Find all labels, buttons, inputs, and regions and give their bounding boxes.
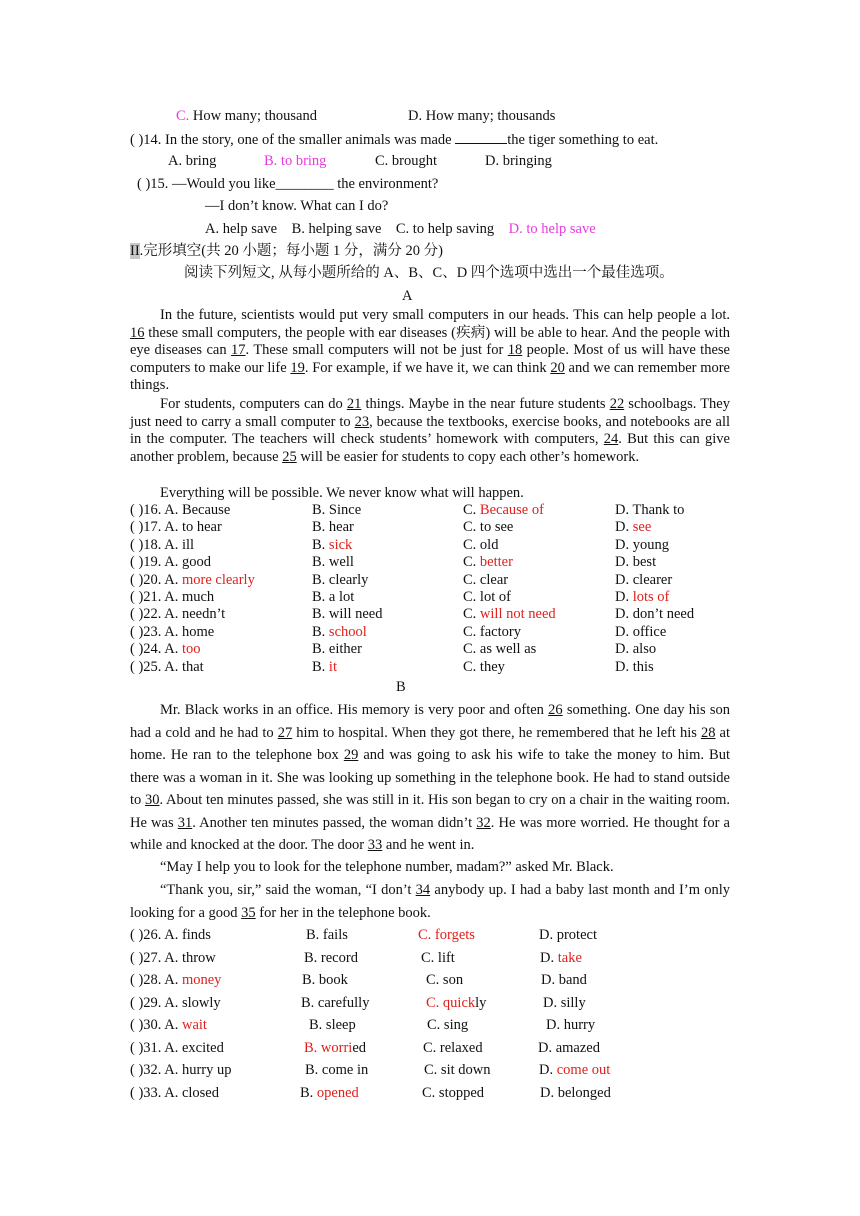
- passage-b-label: B: [396, 679, 406, 695]
- q13-option-c: C. How many; thousand: [176, 108, 317, 124]
- question-28-option-a: ( )28. A. money: [130, 972, 222, 988]
- question-28-option-d: D. band: [541, 972, 587, 988]
- question-27-option-d: D. take: [540, 949, 582, 966]
- q15-option-b: B. helping save: [291, 221, 382, 237]
- passage-b-paragraph-1: [130, 699, 730, 857]
- q15-option-c: C. to help saving: [395, 221, 495, 237]
- question-29-option-d: D. silly: [543, 994, 586, 1011]
- q14-stem: ( )14. In the story, one of the smaller animals was made the tiger something to eat.: [130, 132, 659, 148]
- question-31-option-b: B. worried: [304, 1039, 367, 1056]
- question-16-option-d: D. Thank to: [615, 502, 685, 518]
- passage-text: things. Maybe in the near future students: [361, 396, 610, 412]
- q15-stem: ( )15. —Would you like________ the environment?: [137, 176, 439, 192]
- passage-text: In the future, scientists would put very small computers in our heads. This can help people a lot.: [160, 307, 730, 323]
- question-32-option-d: D. come out: [539, 1062, 611, 1078]
- question-22-option-b: B. will need: [312, 606, 383, 623]
- passage-text: for her in the telephone book.: [255, 904, 431, 921]
- passage-text: people. Most of us will have these computers to make our life: [130, 342, 730, 376]
- question-17-option-a: ( )17. A. to hear: [130, 519, 222, 536]
- question-30-option-b: B. sleep: [309, 1017, 356, 1033]
- question-31-option-a: ( )31. A. excited: [130, 1039, 224, 1056]
- blank-number: 31: [177, 814, 193, 831]
- question-21-option-a: ( )21. A. much: [130, 589, 215, 605]
- blank-number: 20: [550, 359, 565, 376]
- question-27-option-b: B. record: [304, 949, 358, 966]
- question-29-option-a: ( )29. A. slowly: [130, 994, 221, 1011]
- q15-reply: —I don’t know. What can I do?: [205, 198, 389, 214]
- blank-number: 25: [282, 448, 297, 465]
- blank-number: 29: [343, 747, 359, 763]
- blank-number: 22: [609, 396, 625, 412]
- passage-text: and was going to ask his wife to take the money to him. But there was a woman in it. She was looking up something in the telephone book. He had to stand outside to: [130, 747, 731, 808]
- question-17-option-b: B. hear: [312, 519, 354, 536]
- question-24-option-b: B. either: [312, 641, 362, 658]
- passage-text: these small computers, the people with ear diseases (疾病) will be able to hear. And the people with eye diseases can: [130, 324, 730, 359]
- question-30-option-d: D. hurry: [546, 1017, 596, 1033]
- question-22-option-c: C. will not need: [463, 606, 556, 623]
- question-20-option-d: D. clearer: [615, 571, 673, 588]
- passage-b-paragraph-3: [130, 879, 730, 924]
- question-26-option-d: D. protect: [539, 927, 597, 943]
- question-24-option-c: C. as well as: [463, 641, 537, 658]
- passage-text: Mr. Black works in an office. His memory is very poor and often: [160, 702, 549, 718]
- passage-b-paragraph-2: “May I help you to look for the telephone number, madam?” asked Mr. Black.: [160, 859, 614, 875]
- question-20-option-c: C. clear: [463, 571, 509, 588]
- blank-number: 17: [231, 342, 246, 359]
- passage-text: schoolbags. They just need to carry a small computer to: [130, 396, 730, 430]
- passage-text: . But this can give another problem, because: [130, 431, 730, 465]
- question-25-option-a: ( )25. A. that: [130, 658, 204, 675]
- question-25-option-c: C. they: [463, 658, 505, 675]
- question-24-option-a: ( )24. A. too: [130, 641, 201, 658]
- question-24-option-d: D. also: [615, 641, 657, 658]
- blank-number: 21: [346, 396, 362, 412]
- blank-number: 26: [548, 702, 563, 718]
- passage-text: at home. He ran to the telephone box: [130, 724, 730, 763]
- passage-a-paragraph-1: [130, 307, 730, 395]
- question-33-option-b: B. opened: [300, 1084, 359, 1101]
- q15-options: [205, 220, 596, 238]
- passage-a-paragraph-3: Everything will be possible. We never know what will happen.: [160, 485, 524, 501]
- blank-number: 23: [354, 413, 370, 430]
- passage-text: “Thank you, sir,” said the woman, “I don’t: [160, 882, 416, 898]
- passage-text: anybody up. I had a baby last month and I’m only looking for a good: [130, 882, 730, 921]
- question-19-option-c: C. better: [463, 554, 513, 571]
- question-33-option-a: ( )33. A. closed: [130, 1084, 219, 1101]
- section-instruction: 阅读下列短文, 从每小题所给的 A、B、C、D 四个选项中选出一个最佳选项。: [184, 265, 674, 281]
- passage-text: For students, computers can do: [160, 396, 347, 412]
- question-26-option-a: ( )26. A. finds: [130, 927, 211, 943]
- passage-text: something. One day his son had a cold and he had to: [130, 702, 731, 741]
- question-16-option-b: B. Since: [312, 502, 362, 518]
- question-22-option-d: D. don’t need: [615, 606, 695, 623]
- question-28-option-b: B. book: [302, 972, 348, 988]
- question-18-option-d: D. young: [615, 536, 669, 553]
- question-19-option-a: ( )19. A. good: [130, 554, 211, 571]
- q14-option-a: A. bring: [168, 153, 217, 169]
- question-21-option-c: C. lot of: [463, 589, 511, 605]
- passage-text: . About ten minutes passed, she was still in it. His son began to cry on a chair in the waiting room. He was: [130, 792, 731, 831]
- q14-option-d: D. bringing: [485, 153, 552, 169]
- passage-text: will be easier for students to copy each other’s homework.: [296, 448, 640, 465]
- question-25-option-d: D. this: [615, 658, 654, 675]
- blank-number: 27: [277, 724, 293, 741]
- passage-text: , because the textbooks, exercise books, and notebooks are all in the computer. The teachers will check students’ homework with computers,: [130, 413, 731, 448]
- passage-text: . He was more worried. He thought for a while and knocked at the door. The door: [130, 814, 730, 853]
- question-22-option-a: ( )22. A. needn’t: [130, 606, 226, 623]
- question-30-option-c: C. sing: [427, 1017, 469, 1033]
- question-31-option-d: D. amazed: [538, 1039, 600, 1056]
- question-33-option-c: C. stopped: [422, 1084, 485, 1101]
- blank-number: 33: [367, 837, 383, 853]
- question-25-option-b: B. it: [312, 658, 337, 675]
- question-21-option-b: B. a lot: [312, 589, 355, 605]
- blank-number: 18: [507, 342, 523, 359]
- blank-number: 16: [130, 324, 145, 341]
- passage-text: . These small computers will not be just for: [245, 342, 508, 359]
- passage-text: him to hospital. When they got there, he remembered that he left his: [292, 724, 701, 741]
- question-23-option-c: C. factory: [463, 623, 521, 640]
- question-20-option-b: B. clearly: [312, 571, 369, 588]
- q15-option-d: D. to help save: [508, 221, 596, 237]
- question-30-option-a: ( )30. A. wait: [130, 1017, 207, 1033]
- blank-number: 19: [290, 359, 305, 376]
- question-19-option-d: D. best: [615, 554, 657, 571]
- question-21-option-d: D. lots of: [615, 589, 670, 605]
- question-26-option-b: B. fails: [306, 927, 348, 943]
- question-31-option-c: C. relaxed: [423, 1039, 483, 1056]
- question-27-option-a: ( )27. A. throw: [130, 949, 216, 966]
- q14-option-c: C. brought: [375, 153, 438, 169]
- question-27-option-c: C. lift: [421, 949, 455, 966]
- question-29-option-c: C. quickly: [426, 994, 487, 1011]
- passage-text: and we can remember more things.: [130, 359, 730, 394]
- question-18-option-b: B. sick: [312, 536, 353, 553]
- passage-text: . Another ten minutes passed, the woman didn’t: [192, 814, 477, 831]
- question-17-option-c: C. to see: [463, 519, 514, 536]
- question-17-option-d: D. see: [615, 519, 652, 536]
- question-16-option-a: ( )16. A. Because: [130, 502, 231, 518]
- q14-option-b: B. to bring: [264, 153, 327, 169]
- question-33-option-d: D. belonged: [540, 1084, 611, 1101]
- question-23-option-a: ( )23. A. home: [130, 623, 215, 640]
- passage-text: and he went in.: [382, 837, 475, 853]
- blank-number: 30: [144, 792, 160, 808]
- question-19-option-b: B. well: [312, 554, 354, 571]
- q13-option-d: D. How many; thousands: [408, 108, 556, 124]
- blank-number: 35: [241, 904, 256, 921]
- question-20-option-a: ( )20. A. more clearly: [130, 571, 255, 588]
- question-18-option-a: ( )18. A. ill: [130, 536, 195, 553]
- passage-text: . For example, if we have it, we can think: [304, 359, 551, 376]
- passage-a-label: A: [402, 288, 413, 304]
- question-32-option-c: C. sit down: [424, 1062, 491, 1078]
- question-32-option-b: B. come in: [305, 1062, 369, 1078]
- question-16-option-c: C. Because of: [463, 502, 544, 518]
- blank-number: 24: [603, 431, 619, 448]
- question-26-option-c: C. forgets: [418, 927, 475, 943]
- passage-a-paragraph-2: [130, 396, 730, 466]
- section-title: II.完形填空(共 20 小题；每小题 1 分，满分 20 分): [130, 243, 443, 259]
- q15-option-a: A. help save: [205, 221, 278, 237]
- question-28-option-c: C. son: [426, 972, 464, 988]
- blank-number: 32: [476, 814, 491, 831]
- question-29-option-b: B. carefully: [301, 994, 370, 1011]
- question-23-option-d: D. office: [615, 623, 667, 640]
- question-32-option-a: ( )32. A. hurry up: [130, 1062, 232, 1078]
- blank-number: 34: [415, 882, 431, 898]
- question-18-option-c: C. old: [463, 536, 499, 553]
- blank-number: 28: [700, 724, 716, 741]
- question-23-option-b: B. school: [312, 623, 367, 640]
